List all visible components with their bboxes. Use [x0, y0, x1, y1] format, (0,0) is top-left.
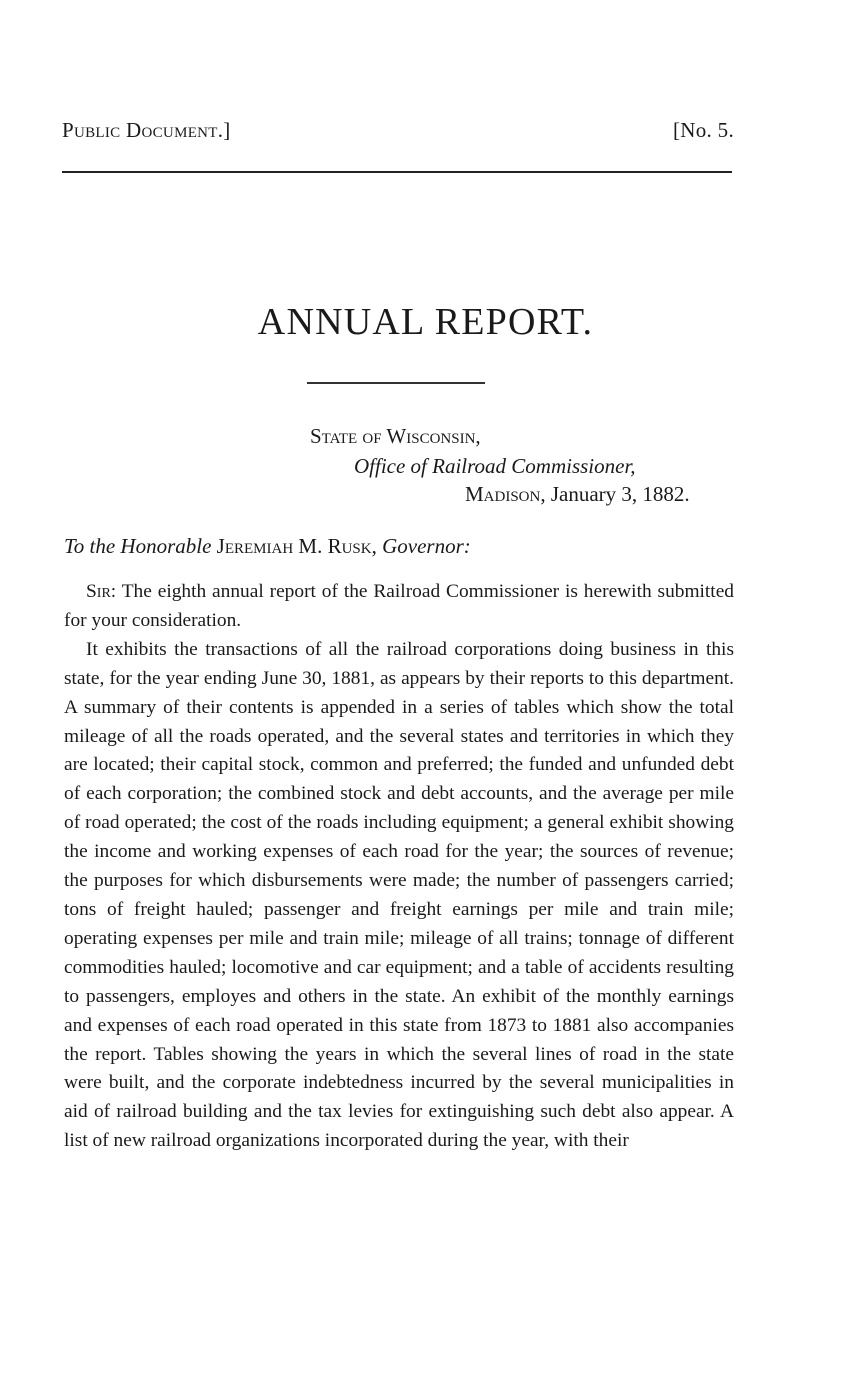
page-header: [62, 118, 734, 150]
header-rule: [62, 171, 732, 173]
paragraph-text: It exhibits the transactions of all the railroad corporations doing business in this state, for the year ending June 30, 1881, as appears by their reports to this department. A summary of their contents is appended in a series of tables which show the total mileage of all the roads operated, and the several states and territories in which they are located; their capital stock, common and preferred; the funded and unfunded debt of each corporation; the combined stock and debt accounts, and the average per mile of road operated; the cost of the roads including equipment; a general exhibit showing the income and working expenses of each road for the year; the sources of revenue; the purposes for which disbursements were made; the number of passengers carried; tons of freight hauled; passenger and freight earnings per mile and train mile; operating expenses per mile and train mile; mileage of all trains; tonnage of different commodities hauled; locomotive and car equipment; and a table of accidents resulting to passengers, employes and others in the state. An exhibit of the monthly earnings and expenses of each road operated in this state from 1873 to 1881 also accompanies the report. Tables showing the years in which the several lines of road in the state were built, and the corporate indebtedness incurred by the several municipalities in aid of railroad building and the tax levies for extinguishing such debt also appear. A list of new railroad organizations incorporated during the year, with their: [64, 638, 734, 1152]
paragraph-lead: Sir:: [86, 581, 117, 602]
header-left: Public Document.]: [62, 118, 231, 142]
address-line-1: State of Wisconsin,: [310, 424, 481, 448]
salutation-prefix: To the Honorable: [64, 534, 212, 558]
salutation-name: Jeremiah M. Rusk,: [216, 534, 377, 558]
address-line-3: [465, 482, 690, 507]
header-right: [No. 5.: [672, 118, 734, 142]
salutation-title: Governor:: [382, 534, 471, 558]
paragraph-2: [64, 636, 734, 1156]
paragraph-text: The eighth annual report of the Railroad Commissioner is herewith submitted for your consideration.: [64, 581, 735, 631]
address-line-2: Office of Railroad Commissioner,: [354, 454, 636, 478]
body-text: [64, 578, 734, 1156]
address-date: January 3, 1882.: [550, 482, 690, 506]
title-rule: [307, 382, 485, 384]
page-title: ANNUAL REPORT.: [257, 301, 594, 343]
paragraph-1: [64, 578, 734, 636]
salutation: [64, 534, 471, 559]
address-place: Madison,: [465, 482, 546, 506]
